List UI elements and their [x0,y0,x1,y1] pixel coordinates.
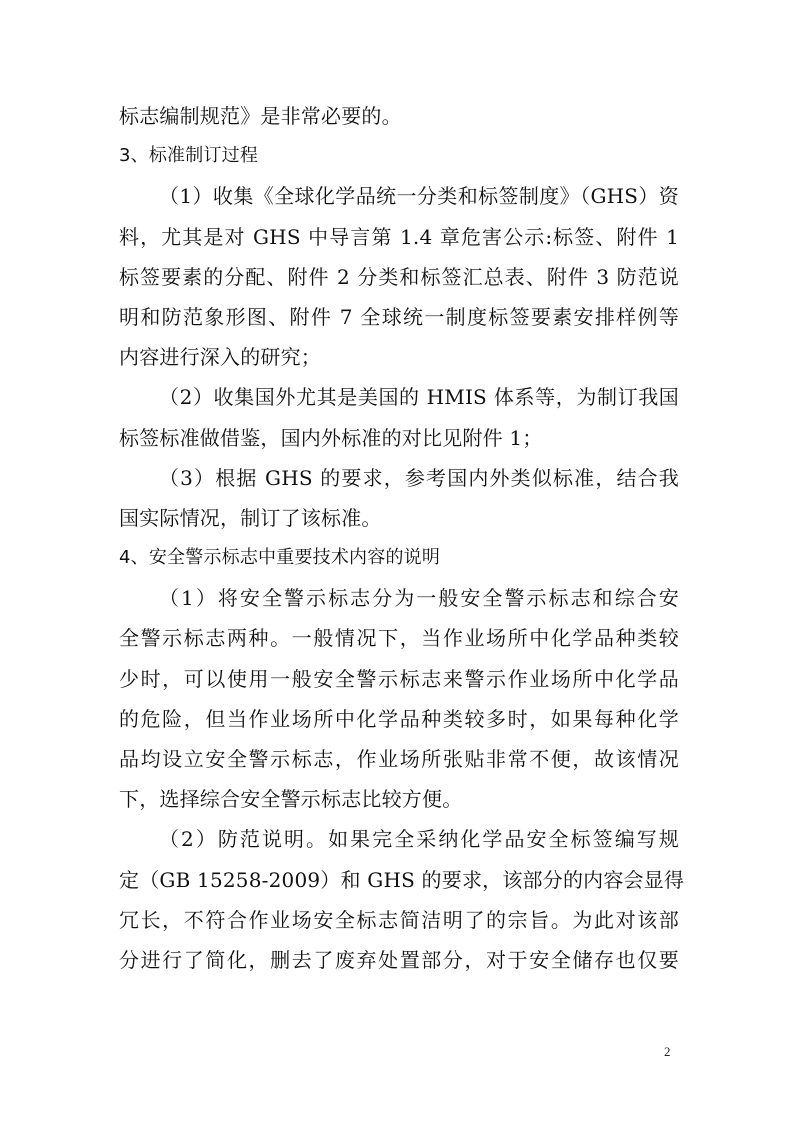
section-heading: 4、安全警示标志中重要技术内容的说明 [119,547,441,569]
text-line: 内容进行深入的研究； [119,345,321,370]
text-line: （3）根据 GHS 的要求，参考国内外类似标准，结合我 [159,465,679,490]
text-line: （2）收集国外尤其是美国的 HMIS 体系等，为制订我国 [159,385,679,410]
text-line: 品均设立安全警示标志，作业场所张贴非常不便，故该情况 [119,747,679,771]
page-body [119,96,685,980]
text-line: 国实际情况，制订了该标准。 [119,505,382,530]
text-line: 料，尤其是对 GHS 中导言第 1.4 章危害公示:标签、附件 1 [119,224,679,249]
text-line: （1）将安全警示标志分为一般安全警示标志和综合安 [159,586,679,611]
text-line: 少时，可以使用一般安全警示标志来警示作业场所中化学品 [119,666,679,691]
text-line: 标签要素的分配、附件 2 分类和标签汇总表、附件 3 防范说 [119,264,679,289]
text-line: 分进行了简化，删去了废弃处置部分，对于安全储存也仅要 [119,947,679,972]
text-line: 标签标准做借鉴，国内外标准的对比见附件 1； [119,425,543,450]
text-line: 定（GB 15258-2009）和 GHS 的要求，该部分的内容会显得 [119,867,685,892]
text-line: 明和防范象形图、附件 7 全球统一制度标签要素安排样例等 [119,304,679,329]
text-line: 的危险，但当作业场所中化学品种类较多时，如果每种化学 [119,706,679,731]
section-heading: 3、标准制订过程 [119,145,259,167]
page-number: 2 [664,1044,671,1059]
text-line: 下，选择综合安全警示标志比较方便。 [119,787,463,812]
text-line: 冗长，不符合作业场安全标志简洁明了的宗旨。为此对该部 [119,907,679,932]
text-line: （2）防范说明。如果完全采纳化学品安全标签编写规 [159,827,679,852]
text-line: 全警示标志两种。一般情况下，当作业场所中化学品种类较 [119,626,679,651]
text-line: （1）收集《全球化学品统一分类和标签制度》（GHS）资 [159,184,679,209]
text-line: 标志编制规范》是非常必要的。 [119,104,402,128]
